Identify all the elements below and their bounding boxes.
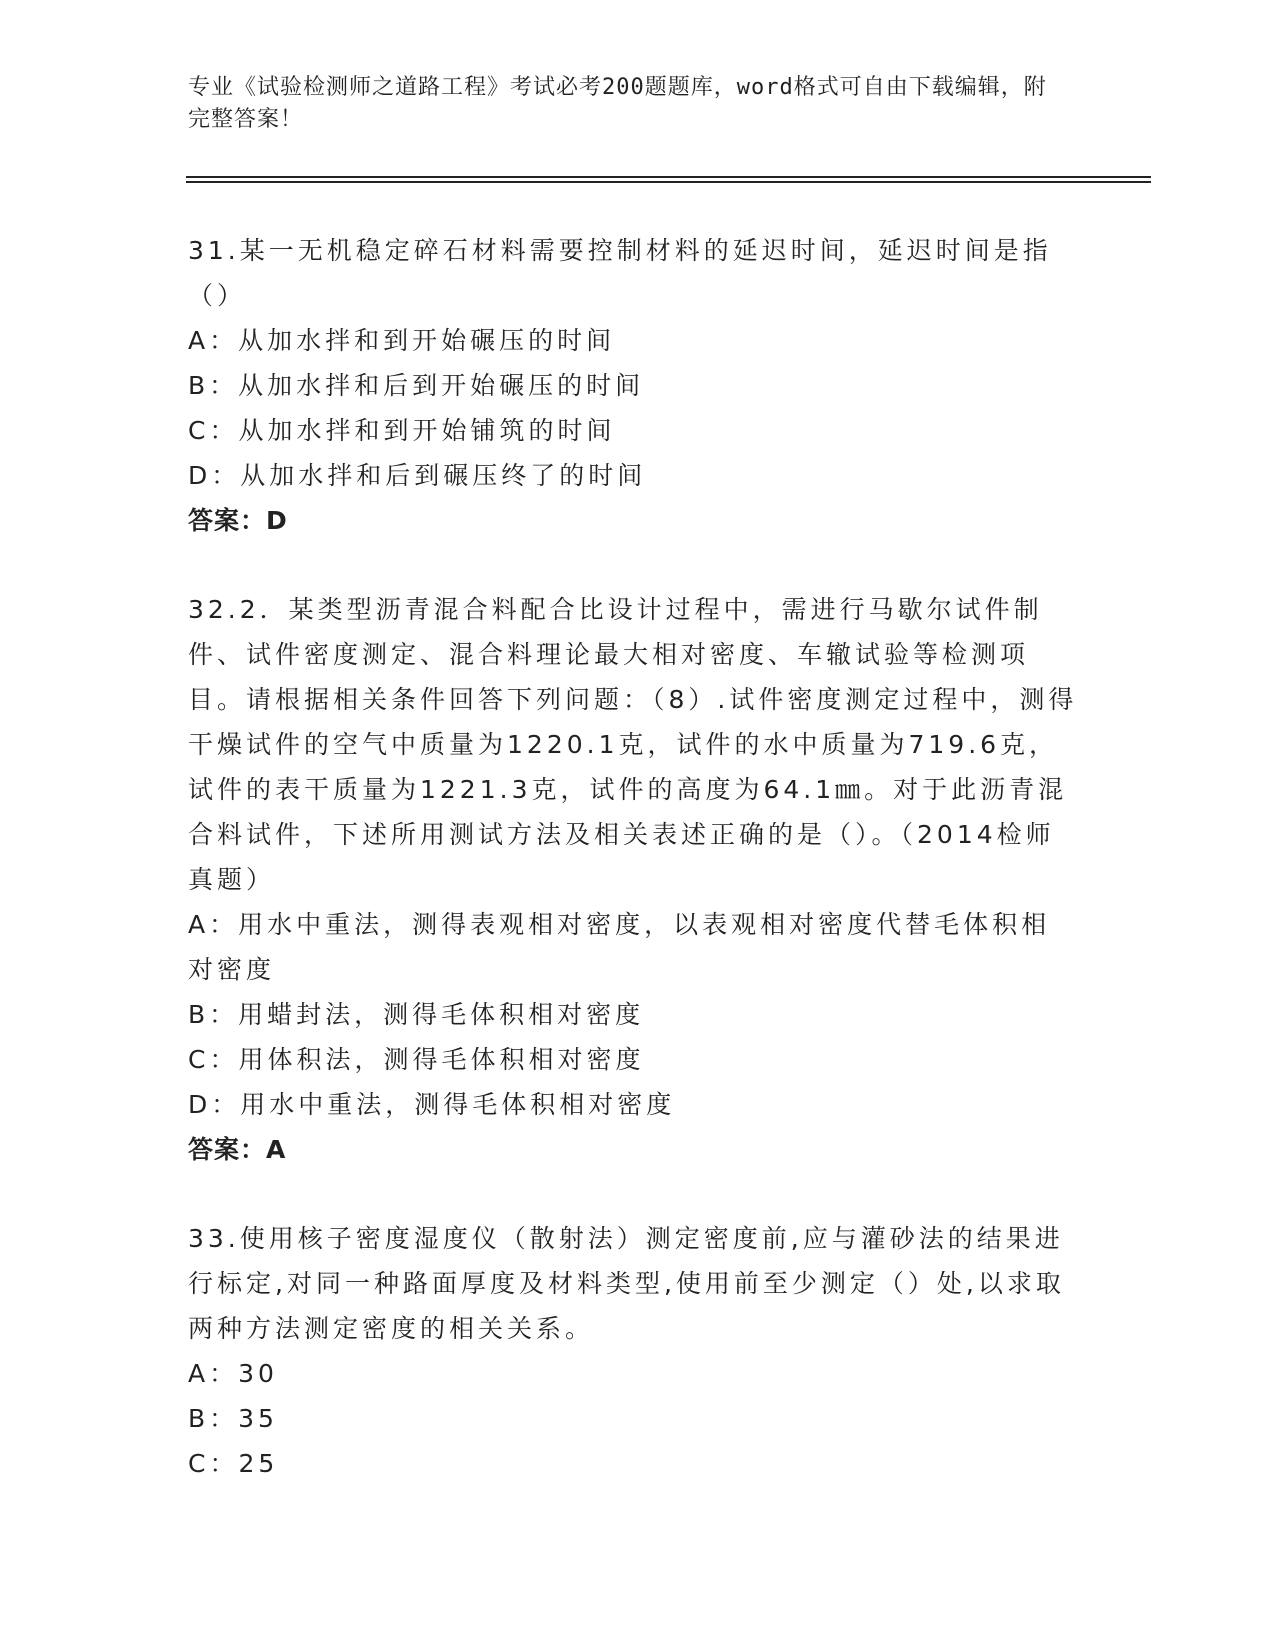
option-d: D：用水中重法，测得毛体积相对密度 bbox=[188, 1090, 676, 1119]
option-b: B：从加水拌和后到开始碾压的时间 bbox=[188, 371, 645, 400]
option-c: C：25 bbox=[188, 1449, 279, 1478]
question-text: 32.2．某类型沥青混合料配合比设计过程中，需进行马歇尔试件制件、试件密度测定、混合料理论最大相对密度、车辙试验等检测项目。请根据相关条件回答下列问题：（8）.试件密度测定过程中，测得干燥试件的空气中质量为1220.1克，试件的水中质量为719.6克，试件的表干质量为1221.3克，试件的高度为64.1㎜。对于此沥青混合料试件，下述所用测试方法及相关表述正确的是（）。（2014检师真题） bbox=[188, 595, 1078, 894]
option-a: A：从加水拌和到开始碾压的时间 bbox=[188, 326, 616, 355]
option-c: C：用体积法，测得毛体积相对密度 bbox=[188, 1045, 645, 1074]
question-31 bbox=[188, 228, 1078, 543]
header-rule-bottom bbox=[186, 181, 1151, 183]
question-text: 31.某一无机稳定碎石材料需要控制材料的延迟时间，延迟时间是指（） bbox=[188, 236, 1052, 310]
answer-label: 答案：A bbox=[188, 1135, 287, 1164]
option-c: C：从加水拌和到开始铺筑的时间 bbox=[188, 416, 616, 445]
option-b: B：用蜡封法，测得毛体积相对密度 bbox=[188, 1000, 645, 1029]
question-33 bbox=[188, 1216, 1078, 1486]
question-32 bbox=[188, 587, 1078, 1172]
option-a: A：30 bbox=[188, 1359, 278, 1388]
question-list bbox=[188, 228, 1078, 1530]
header-rule-top bbox=[186, 176, 1151, 178]
answer-label: 答案：D bbox=[188, 506, 288, 535]
option-d: D：从加水拌和后到碾压终了的时间 bbox=[188, 461, 647, 490]
document-header: 专业《试验检测师之道路工程》考试必考200题题库，word格式可自由下载编辑，附完整答案！ bbox=[188, 75, 1047, 132]
option-a: A：用水中重法，测得表观相对密度，以表观相对密度代替毛体积相对密度 bbox=[188, 910, 1051, 984]
option-b: B：35 bbox=[188, 1404, 278, 1433]
question-text: 33.使用核子密度湿度仪（散射法）测定密度前,应与灌砂法的结果进行标定,对同一种路面厚度及材料类型,使用前至少测定（）处,以求取两种方法测定密度的相关关系。 bbox=[188, 1224, 1065, 1343]
